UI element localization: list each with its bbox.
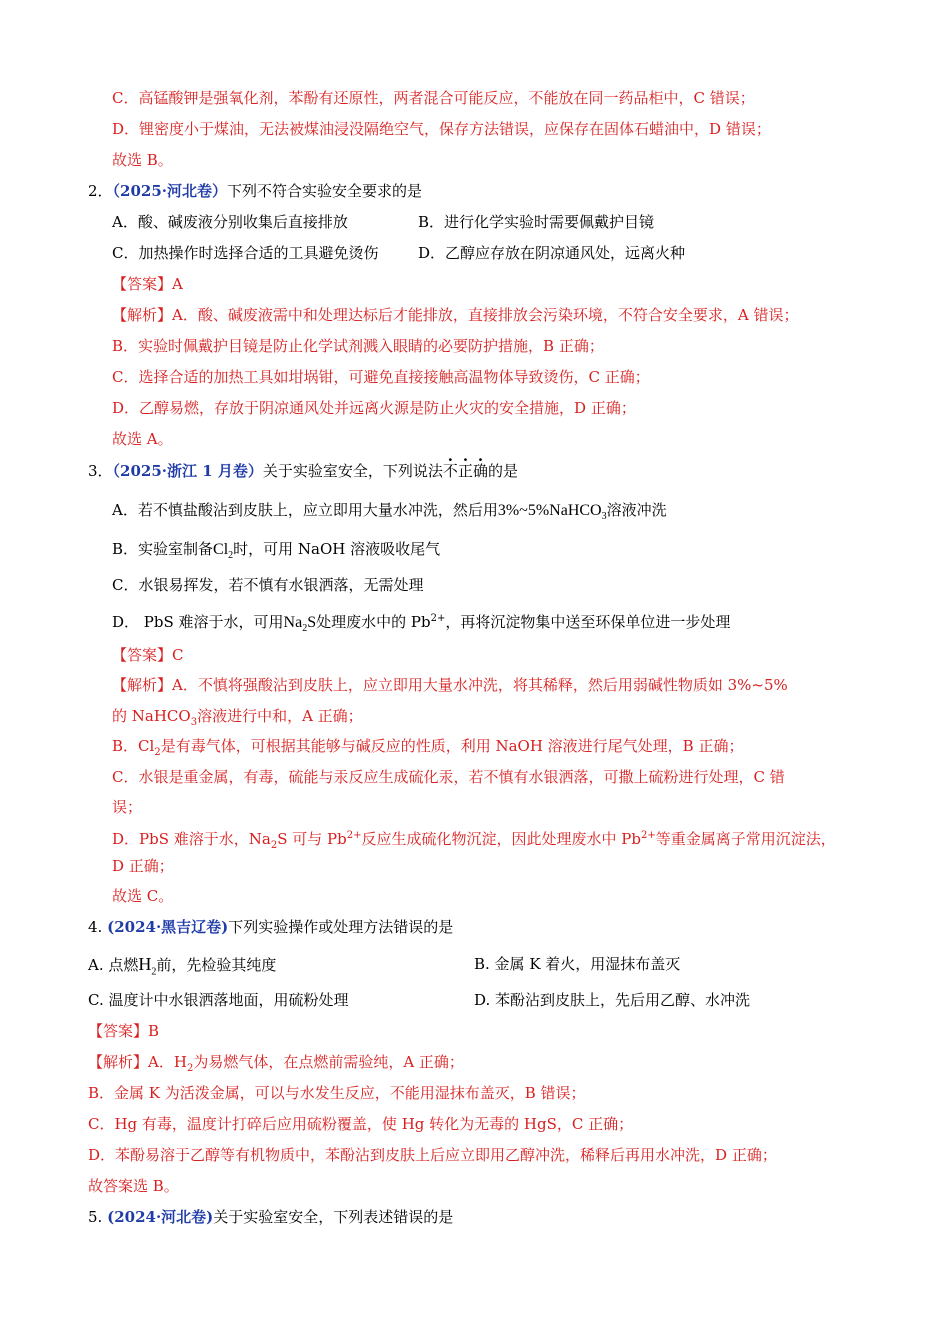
q5-stem-line (88, 1207, 453, 1227)
q2-option-b: B．进行化学实验时需要佩戴护目镜 (418, 213, 655, 231)
q3-option-d-mid: 处理废水中的 Pb (316, 613, 431, 631)
text: 等重金属离子常用沉淀法， (655, 830, 836, 848)
q3-source: （2025·浙江 1 月卷） (112, 462, 263, 480)
text: A. 点燃 (88, 956, 139, 974)
q2-stem: 下列不符合实验安全要求的是 (227, 182, 423, 200)
q3-option-d-text: D． PbS 难溶于水，可用 (112, 613, 284, 631)
q4-explain-b: B．金属 K 为活泼金属，可以与水发生反应，不能用湿抹布盖灭，B 错误； (88, 1084, 586, 1102)
q4-stem-line (88, 917, 453, 937)
formula-sub: 2 (151, 966, 157, 978)
q3-explain-a-line1 (112, 675, 788, 695)
text: 溶液进行中和，A 正确； (197, 707, 363, 725)
q3-stem-line (88, 461, 518, 481)
q4-analysis-label: 【解析】 (88, 1053, 149, 1071)
q4-stem: 下列实验操作或处理方法错误的是 (228, 918, 454, 936)
q4-option-a (88, 954, 276, 983)
q1-explain-d: D．锂密度小于煤油，无法被煤油浸没隔绝空气，保存方法错误，应保存在固体石蜡油中，D 错误； (112, 120, 771, 138)
text: 反应生成硫化物沉淀，因此处理废水中 Pb (361, 830, 641, 848)
q3-option-d (112, 609, 730, 639)
q3-explain-a-text: A．不慎将强酸沾到皮肤上，应立即用大量水冲洗，将其稀释，然后用弱碱性物质如 3%~5% (172, 676, 788, 694)
q1-explain-c: C．高锰酸钾是强氧化剂，苯酚有还原性，两者混合可能反应，不能放在同一药品柜中，C 错误； (112, 89, 755, 107)
sub: 2 (186, 1063, 194, 1074)
text: 前，先检验其纯度 (156, 956, 277, 974)
text: 为易燃气体，在点燃前需验纯，A 正确； (193, 1053, 464, 1071)
text: D．PbS 难溶于水，Na (112, 830, 271, 848)
q4-explain-a (88, 1052, 464, 1079)
q3-option-b-formula (213, 541, 234, 562)
text: B．Cl (112, 737, 155, 755)
q2-source: （2025·河北卷） (112, 182, 228, 200)
q4-option-d: D. 苯酚沾到皮肤上，先后用乙醇、水冲洗 (474, 991, 751, 1009)
q2-analysis-label: 【解析】 (112, 306, 173, 324)
q3-emphasis-char-1: 不 (442, 462, 458, 480)
q2-explain-d: D．乙醇易燃，存放于阴凉通风处并远离火源是防止火灾的安全措施，D 正确； (112, 399, 636, 417)
q4-option-b: B. 金属 K 着火，用湿抹布盖灭 (474, 955, 681, 973)
q3-stem-post: 的是 (487, 462, 518, 480)
formula-sub: 2 (228, 550, 234, 562)
q4-option-c: C. 温度计中水银洒落地面，用硫粉处理 (88, 991, 349, 1009)
q3-analysis-label: 【解析】 (112, 676, 173, 694)
q3-option-a (112, 500, 667, 527)
q3-option-b-tail: 时，可用 NaOH 溶液吸收尾气 (233, 540, 441, 558)
q3-option-c: C．水银易挥发，若不慎有水银洒落，无需处理 (112, 576, 424, 594)
q2-answer: 【答案】A (112, 275, 183, 293)
q4-explain-d: D．苯酚易溶于乙醇等有机物质中，苯酚沾到皮肤上后应立即用乙醇冲洗，稀释后再用水冲洗，D 正确； (88, 1146, 777, 1164)
q4-number: 4. (88, 918, 103, 936)
q2-explain-a (112, 305, 798, 325)
q2-explain-b: B．实验时佩戴护目镜是防止化学试剂溅入眼睛的必要防护措施，B 正确； (112, 337, 604, 355)
text: A．H (148, 1053, 187, 1071)
q3-emphasis-char-2: 正 (457, 462, 473, 480)
q3-emphasis-char-3: 确 (472, 462, 488, 480)
q4-option-a-formula (138, 954, 157, 978)
q3-explain-c-line1: C．水银是重金属，有毒，硫能与汞反应生成硫化汞，若不慎有水银洒落，可撒上硫粉进行处理，C 错 (112, 768, 785, 786)
formula-text: Cl (213, 541, 229, 558)
q3-option-d-charge: 2+ (430, 613, 446, 624)
q3-answer: 【答案】C (112, 646, 184, 664)
formula-tail: S (307, 614, 317, 631)
q4-conclusion: 故答案选 B。 (88, 1177, 179, 1195)
q3-explain-b (112, 736, 743, 763)
q5-source: (2024·河北卷) (107, 1208, 214, 1226)
q5-stem: 关于实验室安全，下列表述错误的是 (213, 1208, 454, 1226)
q2-option-d: D．乙醇应存放在阴凉通风处，远离火种 (418, 244, 686, 262)
q2-explain-c: C．选择合适的加热工具如坩埚钳，可避免直接接触高温物体导致烫伤，C 正确； (112, 368, 650, 386)
q3-option-b (112, 539, 440, 566)
q3-conclusion: 故选 C。 (112, 887, 174, 905)
formula-sub: 2 (302, 623, 308, 635)
q2-explain-a-text: A．酸、碱废液需中和处理达标后才能排放，直接排放会污染环境，不符合安全要求，A 错误； (172, 306, 799, 324)
q2-number: 2． (88, 182, 113, 200)
q3-option-d-formula (283, 614, 317, 635)
q3-explain-c-line2: 误； (112, 798, 143, 816)
q3-number: 3． (88, 462, 113, 480)
q1-conclusion: 故选 B。 (112, 151, 173, 169)
text: 的 NaHCO (112, 707, 191, 725)
formula-sub: 3 (601, 511, 607, 523)
q3-option-b-text: B．实验室制备 (112, 540, 214, 558)
formula-text: 3%~5%NaHCO (497, 502, 602, 519)
q3-stem-pre: 关于实验室安全，下列说法 (262, 462, 443, 480)
q3-explain-d-line2: D 正确； (112, 857, 174, 875)
sub: 3 (190, 717, 198, 728)
q3-option-a-formula (497, 502, 607, 523)
q2-option-a: A．酸、碱废液分别收集后直接排放 (112, 213, 348, 231)
q2-conclusion: 故选 A。 (112, 430, 173, 448)
text: S 可与 Pb (277, 830, 347, 848)
sup: 2+ (346, 830, 362, 841)
formula-text: H (138, 954, 152, 974)
sub: 2 (154, 747, 161, 758)
q4-source: (2024·黑吉辽卷) (107, 918, 229, 936)
q4-explain-c: C．Hg 有毒，温度计打碎后应用硫粉覆盖，使 Hg 转化为无毒的 HgS，C 正确； (88, 1115, 634, 1133)
sub: 2 (270, 840, 278, 851)
sup: 2+ (640, 830, 656, 841)
q3-option-d-tail: ，再将沉淀物集中送至环保单位进一步处理 (445, 613, 731, 631)
q3-explain-d-line1 (112, 826, 836, 856)
q4-answer: 【答案】B (88, 1022, 160, 1040)
q3-option-a-text: A．若不慎盐酸沾到皮肤上，应立即用大量水冲洗，然后用 (112, 501, 498, 519)
q2-option-c: C．加热操作时选择合适的工具避免烫伤 (112, 244, 379, 262)
q3-option-a-tail: 溶液冲洗 (606, 501, 667, 519)
q3-explain-a-line2 (112, 706, 363, 733)
q5-number: 5. (88, 1208, 103, 1226)
formula-text: Na (283, 614, 303, 631)
q2-stem-line (88, 181, 422, 201)
text: 是有毒气体，可根据其能够与碱反应的性质，利用 NaOH 溶液进行尾气处理，B 正确； (160, 737, 744, 755)
